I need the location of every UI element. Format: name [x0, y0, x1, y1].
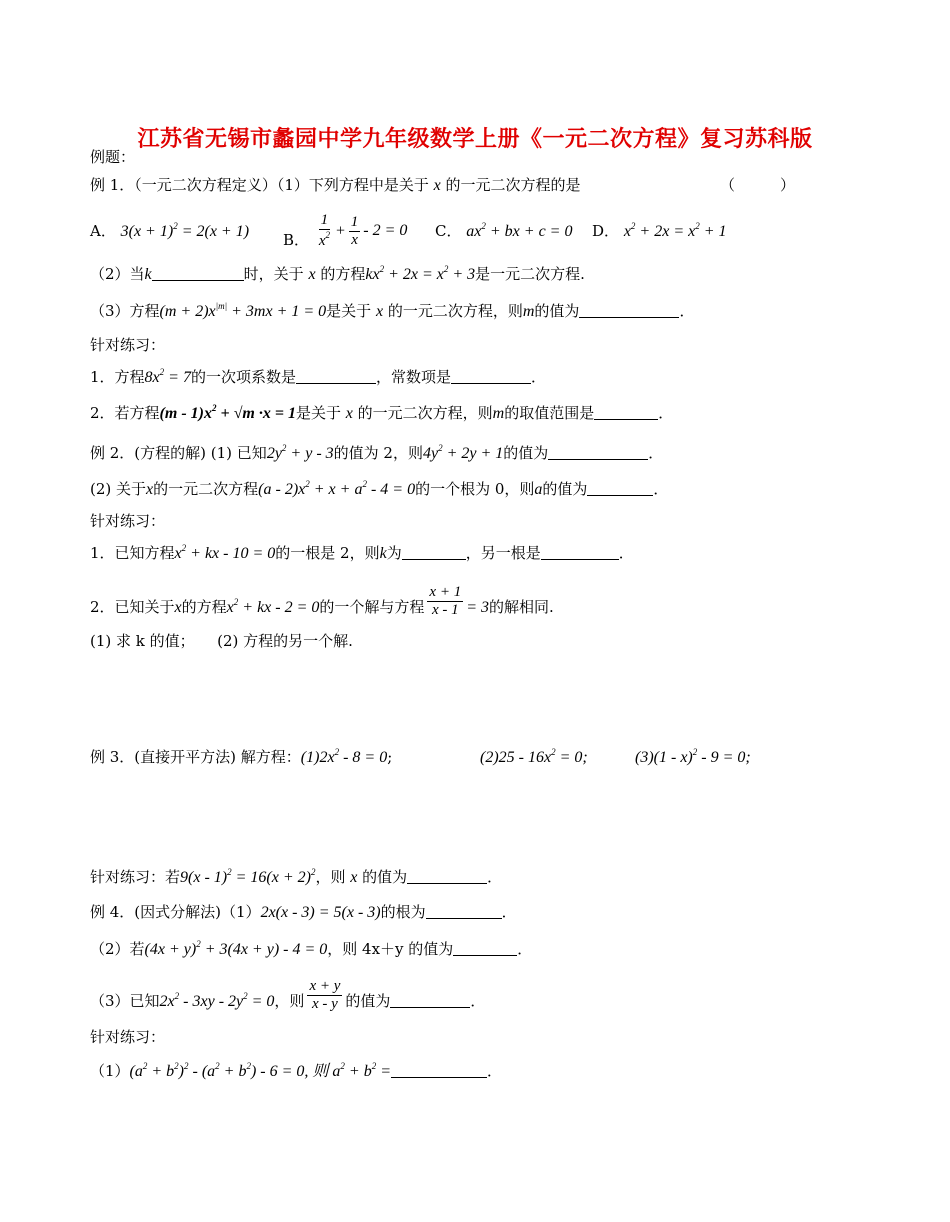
answer-blank[interactable]	[548, 445, 648, 460]
answer-blank[interactable]	[391, 1063, 487, 1078]
answer-bracket: （ ）	[720, 176, 796, 194]
ex2-question-1: 例 2．(方程的解) (1) 已知$2y^2 + y - 3$的值为 2，则$4y^2 + 2y + 1$的值为 ．	[90, 443, 664, 462]
answer-blank[interactable]	[296, 369, 376, 384]
answer-blank[interactable]	[453, 941, 517, 956]
ex1-question-2: （2）当k 时，关于 x 的方程$kx^2 + 2x = x^2 + 3$是一元二次方程.	[90, 264, 585, 283]
practice2-question-1: 1．已知方程$x^2$ + kx - 10 = 0的一根是 2，则k为 ，另一根是 ．	[90, 543, 634, 562]
practice-heading: 针对练习：	[90, 512, 166, 530]
ex4-question-2: （2）若$(4x + y)^2 + 3(4x + y) - 4 = 0$，则 4x＋y 的值为 ．	[90, 939, 533, 958]
answer-blank[interactable]	[402, 545, 466, 560]
answer-blank[interactable]	[594, 405, 658, 420]
practice2-question-2: 2．已知关于x的方程$x^2$ + kx - 2 = 0的一个解与方程 $\frac{x + 1}{x - 1}$ = 3的解相同.	[90, 584, 554, 619]
answer-blank[interactable]	[152, 266, 244, 281]
examples-heading: 例题：	[90, 148, 136, 166]
ex1-question-1: 例 1．（一元二次方程定义）（1）下列方程中是关于 x 的一元二次方程的是 （ ）	[90, 176, 796, 194]
practice1-question-2: 2．若方程$(m - 1)x^2 + √m \cdot x = 1$是关于 x 的一元二次方程，则m的取值范围是 ．	[90, 403, 674, 422]
page-title: 江苏省无锡市蠡园中学九年级数学上册《一元二次方程》复习苏科版	[137, 127, 813, 152]
ex4-question-3: （3）已知$2x^2 - 3xy - 2y^2 = 0$，则 $\frac{x + y}{x - y}$ 的值为 ．	[90, 978, 486, 1013]
practice4-question-1: $(1)(a^2 + b^2)^2 - (a^2 + b^2) - 6 = 0$, 则 $a^2 + b^2$ = ．	[90, 1061, 503, 1080]
practice-heading: 针对练习：	[90, 336, 166, 354]
answer-blank[interactable]	[426, 904, 502, 919]
answer-blank[interactable]	[451, 369, 531, 384]
answer-blank[interactable]	[541, 545, 619, 560]
practice1-question-1: 1．方程$8x^2 = 7$的一次项系数是 ，常数项是 ．	[90, 367, 546, 386]
practice2-question-3: (1) 求 k 的值； (2) 方程的另一个解.	[90, 632, 353, 650]
answer-blank[interactable]	[579, 303, 679, 318]
practice3-question: 针对练习：若$9(x - 1)^2 = 16(x + 2)^2$，则 x 的值为 ．	[90, 867, 503, 886]
ex3-question: 例 3．(直接开平方法) 解方程：$(1)2x^2 - 8 = 0$; $(2)25 - 16x^2 = 0$; (3)(1 - x)$^2$ - 9 = 0;	[90, 747, 751, 766]
answer-blank[interactable]	[407, 869, 487, 884]
option-b: B． $\frac{1}{x^2}$ + $\frac{1}{x}$ - 2 = 0	[283, 212, 408, 250]
ex2-question-2: (2) 关于x的一元二次方程$(a - 2)x^2 + x + a^2 - 4 = 0$的一个根为 0，则a的值为 ．	[90, 479, 669, 498]
option-d: D． $x^2 + 2x = x^2 + 1$	[592, 221, 727, 240]
option-c: C． $ax^2$ + bx + c = 0	[435, 221, 573, 240]
answer-blank[interactable]	[587, 481, 653, 496]
practice-heading: 针对练习：	[90, 1028, 166, 1046]
ex1-question-3: （3）方程$(m + 2)x^{|m|} + 3mx + 1 = 0$是关于 x 的一元二次方程，则m的值为 ．	[90, 301, 695, 320]
option-a: A． $3(x + 1)^2 = 2(x + 1)$	[90, 221, 250, 240]
answer-blank[interactable]	[390, 993, 470, 1008]
ex4-question-1: 例 4．(因式分解法)（1）2x(x - 3) = 5(x - 3)的根为 ．	[90, 903, 517, 921]
